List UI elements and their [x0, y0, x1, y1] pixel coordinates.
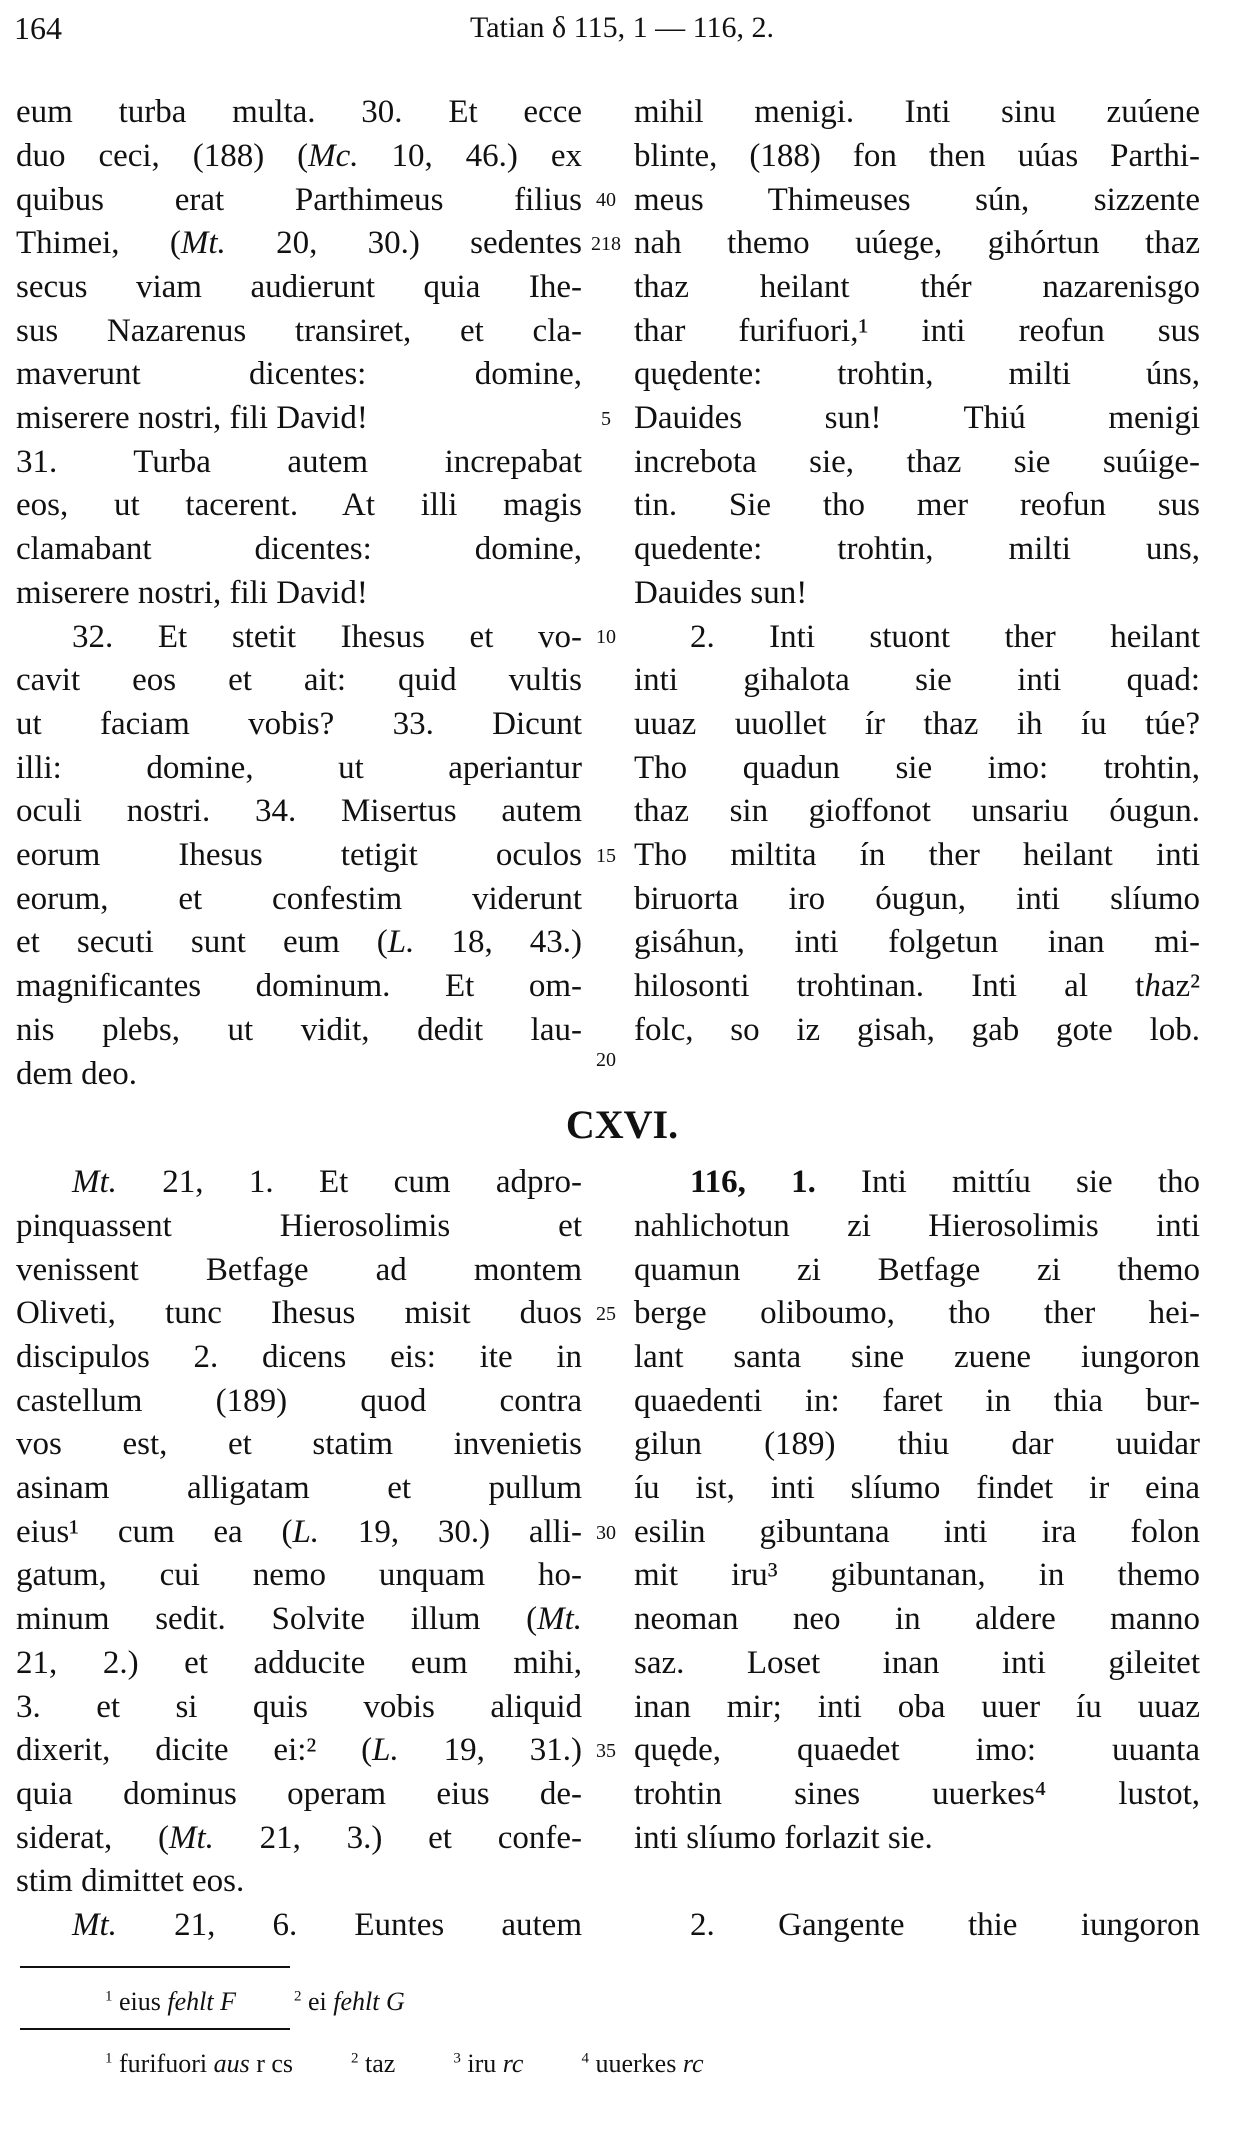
left-column-line: 31. Turba autem increpabat — [16, 443, 582, 480]
left-column-line: oculi nostri. 34. Misertus autem — [16, 793, 582, 830]
footnotes-latin — [105, 1980, 463, 2018]
left-column-line: maverunt dicentes: domine, — [16, 356, 582, 393]
right-column-line: 2. Gangente thie iungoron — [690, 1907, 1200, 1944]
footnote-italic: rc — [502, 2048, 524, 2078]
right-column-line: esilin gibuntana inti ira folon — [634, 1513, 1200, 1550]
right-column-line — [634, 965, 1200, 1009]
right-column-line: thar furifuori,¹ inti reofun sus — [634, 312, 1200, 349]
text-segment: az² — [1160, 968, 1200, 1005]
left-column-line: magnificantes dominum. Et om- — [16, 968, 582, 1005]
right-column-line: quaedenti in: faret in thia bur- — [634, 1382, 1200, 1419]
page-number: 164 — [14, 10, 62, 46]
left-column-line: miserere nostri, fili David! — [16, 400, 368, 437]
margin-line-number: 40 — [596, 189, 616, 212]
left-column-line: eum turba multa. 30. Et ecce — [16, 94, 582, 131]
right-column-line: quedente: trohtin, milti uns, — [634, 531, 1200, 568]
right-column-line: thaz heilant thér nazarenisgo — [634, 268, 1200, 305]
right-column-line: Dauides sun! — [634, 574, 808, 611]
left-column-line — [16, 135, 582, 179]
italic-segment: Mt. — [72, 1907, 117, 1944]
footnote-text: ei — [307, 1986, 334, 2016]
right-column-line: folc, so iz gisah, gab gote lob. — [634, 1011, 1200, 1048]
text-segment: et secuti sunt eum ( — [16, 924, 388, 961]
right-column-line: neoman neo in aldere manno — [634, 1601, 1200, 1638]
right-column-line: inti gihalota sie inti quad: — [634, 662, 1200, 699]
footnote-mark: 2 — [351, 2050, 359, 2066]
footnote-italic: fehlt G — [333, 1986, 405, 2016]
right-column-line: biruorta iro óugun, inti slíumo — [634, 880, 1200, 917]
right-column-line: mit iru³ gibuntanan, in themo — [634, 1557, 1200, 1594]
italic-segment: Mt. — [72, 1164, 117, 1201]
italic-segment: Mc. — [308, 137, 359, 174]
left-column-line: eorum, et confestim viderunt — [16, 880, 582, 917]
footnote-mark: 1 — [105, 1988, 113, 2004]
footnote-italic: aus — [213, 2048, 250, 2078]
right-column-line: Dauides sun! Thiú menigi — [634, 400, 1200, 437]
right-column-line: mihil menigi. Inti sinu zuúene — [634, 94, 1200, 131]
left-column-line: secus viam audierunt quia Ihe- — [16, 268, 582, 305]
right-column-line: 2. Inti stuont ther heilant — [690, 618, 1200, 655]
left-column-line — [16, 1161, 582, 1205]
italic-segment: Mt. — [180, 225, 226, 262]
text-segment: 21, 1. Et cum adpro- — [116, 1164, 582, 1201]
left-column-line: gatum, cui nemo unquam ho- — [16, 1557, 582, 1594]
text-segment: siderat, ( — [16, 1819, 169, 1856]
margin-line-number: 20 — [596, 1049, 616, 1072]
footnote-mark: 4 — [581, 2050, 589, 2066]
left-column-line: sus Nazarenus transiret, et cla- — [16, 312, 582, 349]
footnote-text: uuerkes — [595, 2048, 683, 2078]
text-segment: eius¹ cum ea ( — [16, 1513, 293, 1550]
footnote-mark: 1 — [105, 2050, 113, 2066]
italic-segment: L. — [387, 924, 415, 961]
footnote-mark: 3 — [453, 2050, 461, 2066]
margin-line-number: 25 — [596, 1303, 616, 1326]
margin-line-number: 10 — [596, 626, 616, 649]
chapter-heading: CXVI. — [565, 1102, 679, 1147]
left-column-line — [16, 1729, 582, 1773]
right-column-line: gilun (189) thiu dar uuidar — [634, 1426, 1200, 1463]
italic-segment: h — [1144, 968, 1161, 1005]
right-column-line: quęde, quaedet imo: uuanta — [634, 1732, 1200, 1769]
left-column-line: dem deo. — [16, 1055, 137, 1092]
left-column-line: castellum (189) quod contra — [16, 1382, 582, 1419]
footnote-italic: rc — [682, 2048, 704, 2078]
right-column-line: gisáhun, inti folgetun inan mi- — [634, 924, 1200, 961]
footnote-italic: fehlt F — [167, 1986, 236, 2016]
text-segment: 19, 31.) — [398, 1732, 582, 1769]
text-segment: 10, 46.) ex — [358, 137, 583, 174]
left-column-line — [16, 1511, 582, 1555]
right-column-line: íu ist, inti slíumo findet ir eina — [634, 1470, 1200, 1507]
right-column-line: thaz sin gioffonot unsariu óugun. — [634, 793, 1200, 830]
left-column-line: nis plebs, ut vidit, dedit lau- — [16, 1011, 582, 1048]
left-column-line: asinam alligatam et pullum — [16, 1470, 582, 1507]
italic-segment: Mt. — [168, 1819, 214, 1856]
right-column-line: quamun zi Betfage zi themo — [634, 1251, 1200, 1288]
left-column-line: 21, 2.) et adducite eum mihi, — [16, 1644, 582, 1681]
text-segment: Thimei, ( — [16, 225, 181, 262]
left-column-line: 3. et si quis vobis aliquid — [16, 1688, 582, 1725]
left-column-line: cavit eos et ait: quid vultis — [16, 662, 582, 699]
margin-line-number: 15 — [596, 844, 616, 867]
left-column-line: pinquassent Hierosolimis et — [16, 1207, 582, 1244]
left-column-line: vos est, et statim invenietis — [16, 1426, 582, 1463]
right-column-line: saz. Loset inan inti gileitet — [634, 1644, 1200, 1681]
italic-segment: Mt. — [537, 1601, 582, 1638]
margin-line-number: 35 — [596, 1740, 616, 1763]
left-column-line: miserere nostri, fili David! — [16, 574, 368, 611]
right-column-line: Tho quadun sie imo: trohtin, — [634, 749, 1200, 786]
footnote-rule-latin — [20, 1966, 290, 1968]
right-column-line: inan mir; inti oba uuer íu uuaz — [634, 1688, 1200, 1725]
running-title: Tatian δ 115, 1 — 116, 2. — [470, 11, 774, 44]
left-column-line: venissent Betfage ad montem — [16, 1251, 582, 1288]
left-column-line — [16, 222, 582, 266]
text-segment: 21, 3.) et confe- — [213, 1819, 583, 1856]
right-column-line: increbota sie, thaz sie suúige- — [634, 443, 1200, 480]
left-column-line — [16, 1904, 582, 1948]
right-column-line: nahlichotun zi Hierosolimis inti — [634, 1207, 1200, 1244]
footnote-rule-ohg — [20, 2028, 290, 2030]
margin-line-number: 30 — [596, 1521, 616, 1544]
left-column-line — [16, 1817, 582, 1861]
right-column-line: Tho miltita ín ther heilant inti — [634, 837, 1200, 874]
margin-line-number: 218 — [591, 233, 621, 256]
left-column-line: 32. Et stetit Ihesus et vo- — [72, 618, 582, 655]
right-column-line: trohtin sines uuerkes⁴ lustot, — [634, 1775, 1200, 1812]
right-column-line: nah themo uúege, gihórtun thaz — [634, 225, 1200, 262]
footnote — [453, 2049, 523, 2078]
left-column-line: quia dominus operam eius de- — [16, 1775, 582, 1812]
text-segment: duo ceci, (188) ( — [16, 137, 309, 174]
right-column-line — [634, 1860, 1200, 1904]
footnote-text: taz — [365, 2048, 396, 2078]
footnote-rest: r cs — [249, 2048, 294, 2078]
right-column-line: uuaz uuollet ír thaz ih íu túe? — [634, 705, 1200, 742]
right-column-line: lant santa sine zuene iungoron — [634, 1338, 1200, 1375]
text-segment: minum sedit. Solvite illum ( — [16, 1601, 538, 1638]
footnote-text: furifuori — [119, 2048, 214, 2078]
text-segment: 18, 43.) — [414, 924, 582, 961]
text-segment: 21, 6. Euntes autem — [116, 1907, 582, 1944]
right-column-line: tin. Sie tho mer reofun sus — [634, 487, 1200, 524]
right-column-line: inti slíumo forlazit sie. — [634, 1819, 933, 1856]
left-column-line: clamabant dicentes: domine, — [16, 531, 582, 568]
italic-segment: L. — [292, 1513, 320, 1550]
left-column-line: illi: domine, ut aperiantur — [16, 749, 582, 786]
footnote — [351, 2049, 395, 2078]
right-column-line: berge oliboumo, tho ther hei- — [634, 1295, 1200, 1332]
italic-segment: L. — [372, 1732, 399, 1769]
footnote — [581, 2049, 703, 2078]
bold-segment: 116, 1. — [690, 1164, 816, 1201]
left-column-line: eorum Ihesus tetigit oculos — [16, 837, 582, 874]
left-column-line: quibus erat Parthimeus filius — [16, 181, 582, 218]
footnote-text: eius — [119, 1986, 168, 2016]
text-segment: 20, 30.) sedentes — [225, 225, 582, 262]
right-column-line: meus Thimeuses sún, sizzente — [634, 181, 1200, 218]
footnote — [105, 2049, 293, 2078]
text-segment: dixerit, dicite ei:² ( — [16, 1732, 373, 1769]
footnote — [105, 1987, 236, 2016]
footnote-mark: 2 — [293, 1988, 302, 2004]
right-column-line — [634, 1161, 1200, 1205]
text-segment: 19, 30.) alli- — [319, 1513, 582, 1550]
right-column-line: blinte, (188) fon then uúas Parthi- — [634, 137, 1200, 174]
margin-line-number: 5 — [601, 407, 611, 430]
left-column-line: eos, ut tacerent. At illi magis — [16, 487, 582, 524]
left-column-line: discipulos 2. dicens eis: ite in — [16, 1338, 582, 1375]
left-column-line — [16, 921, 582, 965]
left-column-line: Oliveti, tunc Ihesus misit duos — [16, 1295, 582, 1332]
footnote-text: iru — [467, 2048, 503, 2078]
left-column-line: ut faciam vobis? 33. Dicunt — [16, 705, 582, 742]
text-segment: hilosonti trohtinan. Inti al t — [634, 968, 1145, 1005]
right-column-line: quędente: trohtin, milti úns, — [634, 356, 1200, 393]
footnotes-ohg — [105, 2042, 762, 2080]
text-segment: Inti mittíu sie tho — [815, 1164, 1200, 1201]
footnote — [294, 1987, 405, 2016]
left-column-line: stim dimittet eos. — [16, 1863, 245, 1900]
left-column-line — [16, 1598, 582, 1642]
